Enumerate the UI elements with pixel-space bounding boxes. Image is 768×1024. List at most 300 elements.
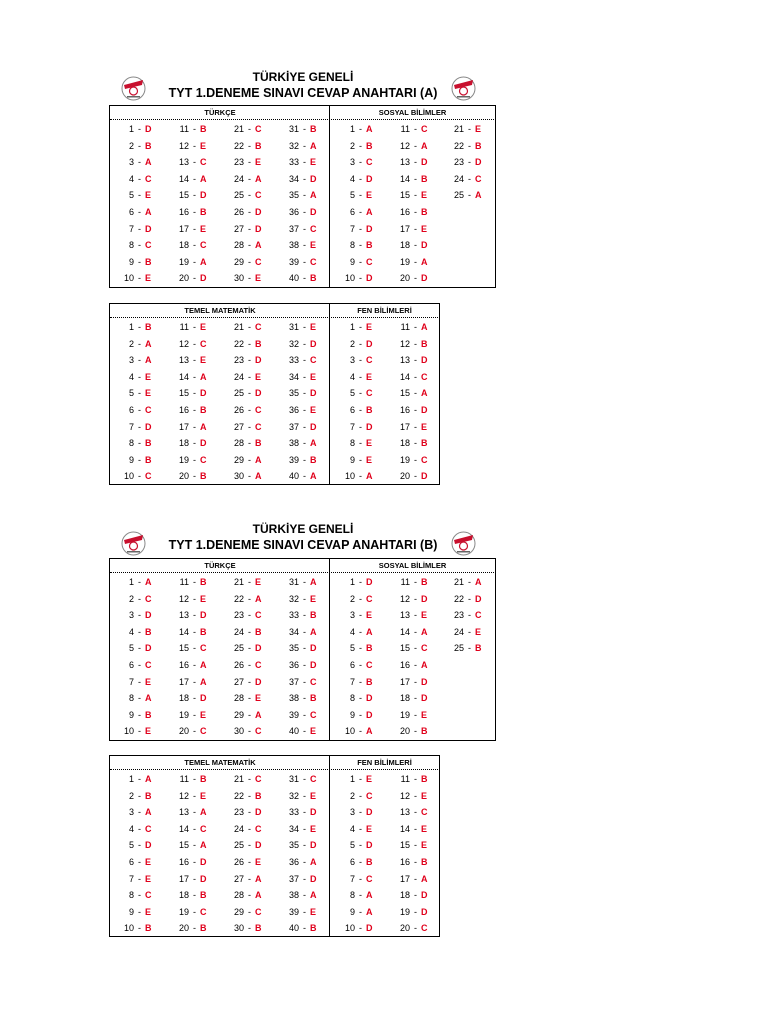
answer-letter: E <box>366 454 373 465</box>
answer-letter: E <box>310 322 317 332</box>
question-number: 16 <box>399 206 410 217</box>
separator-dash: - <box>359 124 362 134</box>
answer-row <box>440 591 495 608</box>
separator-dash: - <box>138 355 141 366</box>
answer-letter: B <box>200 404 207 415</box>
question-number: 20 <box>399 471 410 482</box>
question-number: 12 <box>399 338 410 349</box>
separator-dash: - <box>468 593 471 604</box>
separator-dash: - <box>303 856 306 867</box>
answer-letter: D <box>200 693 207 704</box>
question-number: 35 <box>288 840 299 851</box>
separator-dash: - <box>414 206 417 217</box>
question-number: 17 <box>178 421 189 432</box>
answer-row <box>275 319 330 336</box>
answer-letter: A <box>255 890 262 901</box>
separator-dash: - <box>138 643 141 654</box>
answer-row <box>110 369 165 386</box>
question-number: 12 <box>178 790 189 801</box>
answer-letter: D <box>366 840 373 851</box>
answer-row <box>331 657 386 674</box>
separator-dash: - <box>138 610 141 621</box>
question-number: 36 <box>288 206 299 217</box>
answer-row <box>220 187 275 204</box>
separator-dash: - <box>414 593 417 604</box>
answer-letter: A <box>310 190 317 201</box>
separator-dash: - <box>193 593 196 604</box>
separator-dash: - <box>193 421 196 432</box>
question-number: 9 <box>349 906 355 917</box>
answer-letter: B <box>200 774 207 784</box>
answer-row <box>386 138 441 155</box>
answer-row <box>110 788 165 805</box>
separator-dash: - <box>138 890 141 901</box>
separator-dash: - <box>138 124 141 134</box>
separator-dash: - <box>303 890 306 901</box>
answer-letter: B <box>255 790 262 801</box>
separator-dash: - <box>193 923 196 934</box>
answer-row <box>110 254 165 271</box>
answer-row <box>110 468 165 485</box>
separator-dash: - <box>359 140 362 151</box>
question-number: 17 <box>399 676 410 687</box>
answer-row <box>165 154 220 171</box>
answer-column <box>110 121 165 287</box>
answer-letter: D <box>310 173 317 184</box>
answer-row <box>275 385 330 402</box>
answer-letter: B <box>475 643 482 654</box>
answer-letter: A <box>255 709 262 720</box>
answer-letter: B <box>475 140 482 151</box>
question-number: 38 <box>288 240 299 251</box>
answer-column <box>165 771 220 937</box>
answer-letter: E <box>145 856 152 867</box>
answer-letter: C <box>366 388 373 399</box>
answer-row <box>440 607 495 624</box>
title-line-2: TYT 1.DENEME SINAVI CEVAP ANAHTARI (A) <box>168 86 438 100</box>
question-number: 8 <box>349 890 355 901</box>
answer-letter: C <box>310 676 317 687</box>
answer-letter: A <box>255 173 262 184</box>
separator-dash: - <box>303 157 306 168</box>
answer-letter: B <box>310 923 317 934</box>
separator-dash: - <box>193 726 196 737</box>
answer-row <box>220 336 275 353</box>
question-number: 2 <box>128 790 134 801</box>
question-number: 39 <box>288 454 299 465</box>
answer-row <box>275 804 330 821</box>
separator-dash: - <box>414 807 417 818</box>
answer-row <box>386 402 441 419</box>
answer-letter: A <box>255 593 262 604</box>
separator-dash: - <box>138 807 141 818</box>
answer-row <box>220 591 275 608</box>
answer-row <box>331 121 386 138</box>
separator-dash: - <box>248 190 251 201</box>
question-number: 30 <box>233 273 244 284</box>
question-number: 14 <box>178 823 189 834</box>
answer-letter: C <box>255 906 262 917</box>
separator-dash: - <box>359 206 362 217</box>
answer-letter: D <box>366 273 373 284</box>
question-number: 39 <box>288 906 299 917</box>
question-number: 16 <box>399 856 410 867</box>
answer-row <box>110 121 165 138</box>
separator-dash: - <box>414 906 417 917</box>
separator-dash: - <box>193 438 196 449</box>
answer-row <box>220 204 275 221</box>
answer-row <box>275 352 330 369</box>
question-number: 33 <box>288 355 299 366</box>
separator-dash: - <box>359 371 362 382</box>
question-number: 14 <box>178 173 189 184</box>
question-number: 13 <box>178 157 189 168</box>
answer-row <box>165 607 220 624</box>
question-number: 5 <box>128 840 134 851</box>
answer-letter: D <box>421 676 428 687</box>
answer-row <box>220 904 275 921</box>
answer-letter: A <box>366 726 373 737</box>
separator-dash: - <box>359 659 362 670</box>
answer-row <box>165 204 220 221</box>
answer-letter: C <box>421 923 428 934</box>
question-number: 31 <box>288 577 299 587</box>
answer-letter: A <box>145 355 152 366</box>
answer-letter: A <box>421 256 428 267</box>
separator-dash: - <box>193 577 196 587</box>
question-number: 9 <box>349 709 355 720</box>
question-number: 19 <box>178 454 189 465</box>
answer-row <box>165 419 220 436</box>
separator-dash: - <box>248 173 251 184</box>
separator-dash: - <box>248 371 251 382</box>
answer-row <box>331 435 386 452</box>
separator-dash: - <box>359 593 362 604</box>
separator-dash: - <box>414 371 417 382</box>
separator-dash: - <box>414 355 417 366</box>
answer-letter: D <box>366 709 373 720</box>
answer-row <box>220 171 275 188</box>
question-number: 10 <box>123 273 134 284</box>
answer-row <box>331 854 386 871</box>
answer-row <box>386 319 441 336</box>
question-number: 16 <box>178 404 189 415</box>
question-number: 16 <box>178 206 189 217</box>
answer-row <box>331 336 386 353</box>
question-number: 21 <box>233 124 244 134</box>
answer-row <box>275 657 330 674</box>
answer-letter: B <box>200 577 207 587</box>
answer-letter: E <box>366 823 373 834</box>
question-number: 3 <box>128 610 134 621</box>
question-number: 11 <box>400 322 410 332</box>
question-number: 34 <box>288 626 299 637</box>
separator-dash: - <box>359 890 362 901</box>
question-number: 12 <box>399 140 410 151</box>
answer-letter: E <box>475 124 482 134</box>
turkce-header: TÜRKÇE <box>110 106 330 120</box>
separator-dash: - <box>248 157 251 168</box>
answer-letter: D <box>421 157 428 168</box>
answer-row <box>110 904 165 921</box>
separator-dash: - <box>303 240 306 251</box>
question-number: 23 <box>233 807 244 818</box>
question-number: 26 <box>233 404 244 415</box>
question-number: 18 <box>178 693 189 704</box>
separator-dash: - <box>138 157 141 168</box>
answer-row <box>386 369 441 386</box>
answer-row <box>275 904 330 921</box>
separator-dash: - <box>193 404 196 415</box>
separator-dash: - <box>193 643 196 654</box>
question-number: 14 <box>399 626 410 637</box>
answer-row <box>165 452 220 469</box>
answer-letter: E <box>366 610 373 621</box>
answer-row <box>220 402 275 419</box>
answer-letter: C <box>200 823 207 834</box>
separator-dash: - <box>193 626 196 637</box>
answer-row <box>110 591 165 608</box>
answer-column <box>331 121 386 287</box>
answer-row <box>220 385 275 402</box>
question-number: 9 <box>128 454 134 465</box>
answer-row <box>275 336 330 353</box>
answer-row <box>220 837 275 854</box>
question-number: 7 <box>349 421 355 432</box>
question-number: 2 <box>349 593 355 604</box>
separator-dash: - <box>414 256 417 267</box>
answer-letter: C <box>366 659 373 670</box>
answer-letter: C <box>200 643 207 654</box>
answer-row <box>110 138 165 155</box>
question-number: 17 <box>178 873 189 884</box>
question-number: 36 <box>288 404 299 415</box>
answer-row <box>220 319 275 336</box>
separator-dash: - <box>359 388 362 399</box>
answer-letter: E <box>200 790 207 801</box>
separator-dash: - <box>303 790 306 801</box>
answer-row <box>275 788 330 805</box>
answer-row <box>386 254 441 271</box>
answer-row <box>386 821 441 838</box>
separator-dash: - <box>138 240 141 251</box>
separator-dash: - <box>414 388 417 399</box>
separator-dash: - <box>193 355 196 366</box>
separator-dash: - <box>303 471 306 482</box>
answer-letter: B <box>200 124 207 134</box>
answer-letter: C <box>255 404 262 415</box>
answer-row <box>110 657 165 674</box>
answer-row <box>165 352 220 369</box>
question-number: 40 <box>288 471 299 482</box>
answer-letter: C <box>255 256 262 267</box>
question-number: 27 <box>233 421 244 432</box>
question-number: 23 <box>453 610 464 621</box>
answer-row <box>220 121 275 138</box>
separator-dash: - <box>193 610 196 621</box>
answer-row <box>331 887 386 904</box>
answer-letter: B <box>200 206 207 217</box>
answer-letter: D <box>475 157 482 168</box>
answer-row <box>165 221 220 238</box>
answer-letter: B <box>200 626 207 637</box>
answer-letter: A <box>255 471 262 482</box>
answer-row <box>165 837 220 854</box>
answer-letter: D <box>310 659 317 670</box>
answer-row <box>110 607 165 624</box>
answer-row <box>275 723 330 740</box>
answer-letter: C <box>255 322 262 332</box>
question-number: 19 <box>399 256 410 267</box>
answer-row <box>331 221 386 238</box>
answer-row <box>331 319 386 336</box>
answer-letter: B <box>421 438 428 449</box>
question-number: 13 <box>399 807 410 818</box>
question-number: 6 <box>128 206 134 217</box>
separator-dash: - <box>193 873 196 884</box>
answer-row <box>275 920 330 937</box>
answer-row <box>165 854 220 871</box>
question-number: 4 <box>349 626 355 637</box>
answer-letter: A <box>145 807 152 818</box>
question-number: 26 <box>233 206 244 217</box>
question-number: 24 <box>233 626 244 637</box>
answer-row <box>165 707 220 724</box>
answer-row <box>165 690 220 707</box>
separator-dash: - <box>138 659 141 670</box>
separator-dash: - <box>414 626 417 637</box>
separator-dash: - <box>414 577 417 587</box>
answer-row <box>331 788 386 805</box>
question-number: 1 <box>128 577 134 587</box>
question-number: 12 <box>178 593 189 604</box>
answer-row <box>110 270 165 287</box>
answer-row <box>165 804 220 821</box>
question-number: 33 <box>288 157 299 168</box>
separator-dash: - <box>414 856 417 867</box>
separator-dash: - <box>248 593 251 604</box>
question-number: 5 <box>349 190 355 201</box>
answer-letter: D <box>310 643 317 654</box>
question-number: 31 <box>288 774 299 784</box>
question-number: 5 <box>128 190 134 201</box>
title-line-1: TÜRKİYE GENELİ <box>252 70 354 84</box>
question-number: 17 <box>178 676 189 687</box>
answer-row <box>110 624 165 641</box>
answer-row <box>386 640 441 657</box>
separator-dash: - <box>138 273 141 284</box>
answer-letter: D <box>421 693 428 704</box>
answer-letter: D <box>200 388 207 399</box>
separator-dash: - <box>303 273 306 284</box>
answer-letter: E <box>310 790 317 801</box>
separator-dash: - <box>414 140 417 151</box>
answer-column <box>165 319 220 485</box>
answer-letter: B <box>145 322 152 332</box>
separator-dash: - <box>359 610 362 621</box>
separator-dash: - <box>414 790 417 801</box>
separator-dash: - <box>303 807 306 818</box>
separator-dash: - <box>248 471 251 482</box>
separator-dash: - <box>414 659 417 670</box>
answer-row <box>110 187 165 204</box>
answer-letter: E <box>366 371 373 382</box>
separator-dash: - <box>303 643 306 654</box>
separator-dash: - <box>303 421 306 432</box>
answer-row <box>440 154 495 171</box>
answer-row <box>331 419 386 436</box>
answer-row <box>110 352 165 369</box>
question-number: 16 <box>178 659 189 670</box>
answer-letter: C <box>255 823 262 834</box>
separator-dash: - <box>303 355 306 366</box>
separator-dash: - <box>248 790 251 801</box>
answer-letter: A <box>310 140 317 151</box>
answer-row <box>110 821 165 838</box>
answer-letter: D <box>421 906 428 917</box>
answer-letter: C <box>255 610 262 621</box>
answer-row <box>165 574 220 591</box>
answer-row <box>220 674 275 691</box>
separator-dash: - <box>359 577 362 587</box>
answer-row <box>110 171 165 188</box>
answer-letter: E <box>255 273 262 284</box>
answer-letter: D <box>366 923 373 934</box>
answer-letter: D <box>366 421 373 432</box>
answer-row <box>165 821 220 838</box>
question-number: 18 <box>399 890 410 901</box>
question-number: 12 <box>178 140 189 151</box>
answer-row <box>220 624 275 641</box>
separator-dash: - <box>414 190 417 201</box>
separator-dash: - <box>414 322 417 332</box>
answer-letter: A <box>145 206 152 217</box>
answer-letter: C <box>145 240 152 251</box>
answer-row <box>275 854 330 871</box>
question-number: 15 <box>178 643 189 654</box>
question-number: 17 <box>178 223 189 234</box>
answer-row <box>386 871 441 888</box>
question-number: 24 <box>233 371 244 382</box>
separator-dash: - <box>303 577 306 587</box>
answer-letter: E <box>255 371 262 382</box>
separator-dash: - <box>248 273 251 284</box>
separator-dash: - <box>193 223 196 234</box>
separator-dash: - <box>248 610 251 621</box>
question-number: 4 <box>128 173 134 184</box>
title-line-2: TYT 1.DENEME SINAVI CEVAP ANAHTARI (B) <box>168 538 438 552</box>
answer-letter: B <box>310 124 317 134</box>
separator-dash: - <box>303 338 306 349</box>
answer-letter: D <box>366 338 373 349</box>
answer-row <box>331 920 386 937</box>
answer-column <box>220 319 275 485</box>
answer-row <box>440 121 495 138</box>
answer-row <box>220 804 275 821</box>
separator-dash: - <box>303 873 306 884</box>
answer-row <box>440 187 495 204</box>
answer-letter: E <box>200 709 207 720</box>
separator-dash: - <box>414 124 417 134</box>
question-number: 29 <box>233 256 244 267</box>
question-number: 21 <box>453 577 464 587</box>
separator-dash: - <box>248 577 251 587</box>
answer-row <box>110 871 165 888</box>
answer-letter: D <box>421 890 428 901</box>
question-number: 27 <box>233 223 244 234</box>
answer-row <box>220 138 275 155</box>
answer-row <box>275 270 330 287</box>
